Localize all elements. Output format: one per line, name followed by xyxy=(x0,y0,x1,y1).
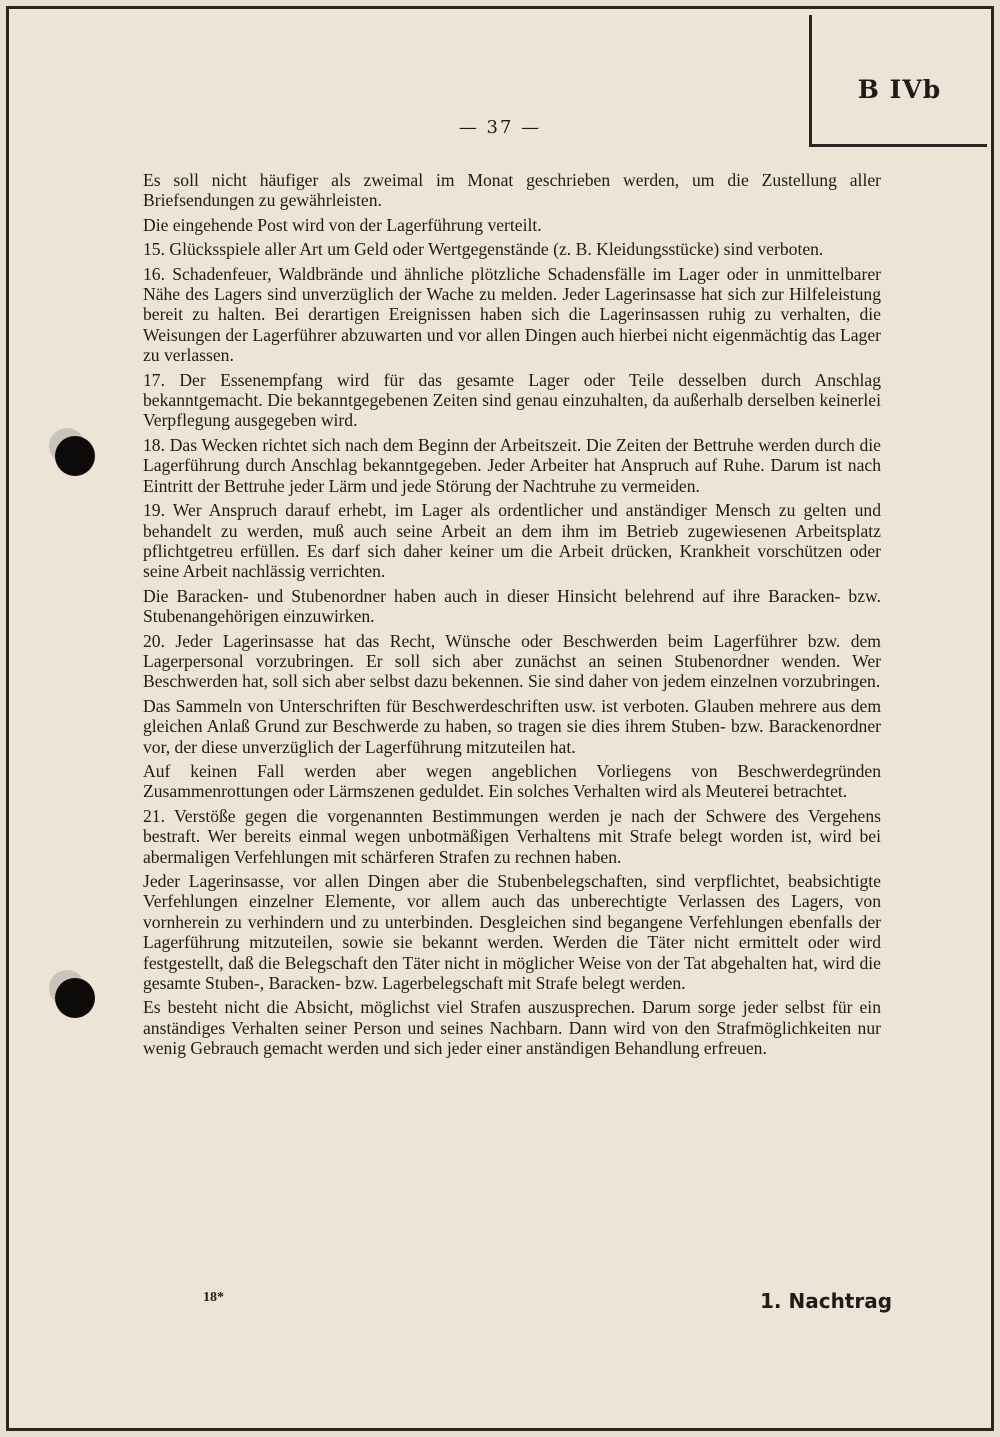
body-text xyxy=(143,170,881,1063)
paragraph: Es besteht nicht die Absicht, möglichst viel Strafen auszusprechen. Darum sorge jeder selbst für ein anständiges Verhalten seiner Person und seines Nachbarn. Dann wird von den Strafmöglichkeiten nur wenig Gebrauch gemacht werden und sich jeder einer anständigen Behandlung erfreuen. xyxy=(143,997,881,1059)
paragraph: Jeder Lagerinsasse, vor allen Dingen aber die Stubenbelegschaften, sind verpflichtet, beabsichtigte Verfehlungen einzelner Elemente, vor allem auch das unberechtigte Verlassen des Lagers, von vornherein zu verhindern und zu unterbinden. Desgleichen sind begangene Verfehlungen ebenfalls der Lagerführung mitzuteilen, sowie sie bekannt werden. Werden die Täter nicht ermittelt oder wird festgestellt, daß die Belegschaft den Täter nicht in möglicher Weise von der Tat abgehalten hat, wird die gesamte Stuben-, Baracken- bzw. Lagerbelegschaft mit Strafe belegt werden. xyxy=(143,871,881,994)
paragraph: Das Sammeln von Unterschriften für Beschwerdeschriften usw. ist verboten. Glauben mehrere aus dem gleichen Anlaß Grund zur Beschwerde zu haben, so tragen sie dies ihrem Stuben- bzw. Barackenordner vor, der diese unverzüglich der Lagerführung mitzuteilen hat. xyxy=(143,695,881,757)
punch-hole-icon xyxy=(55,436,95,476)
page-number: — 37 — xyxy=(458,117,542,138)
paragraph: 21. Verstöße gegen die vorgenannten Bestimmungen werden je nach der Schwere des Vergehens bestraft. Wer bereits einmal wegen unbotmäßigen Verhaltens mit Strafe belegt worden ist, wird bei abermaligen Verfehlungen mit schärferen Strafen zu rechnen haben. xyxy=(143,805,881,867)
paragraph: 15. Glücksspiele aller Art um Geld oder Wertgegenstände (z. B. Kleidungsstücke) sind verboten. xyxy=(143,239,824,260)
paragraph: 20. Jeder Lagerinsasse hat das Recht, Wünsche oder Beschwerden beim Lagerführer bzw. dem Lagerpersonal vorzubringen. Er soll sich aber zunächst an seinen Stubenordner wenden. Wer Beschwerden hat, soll sich aber selbst dazu bekennen. Sie sind daher von jedem einzelnen vorzubringen. xyxy=(143,630,881,692)
paragraph: 17. Der Essenempfang wird für das gesamte Lager oder Teile desselben durch Anschlag bekanntgemacht. Die bekanntgegebenen Zeiten sind genau einzuhalten, da außerhalb derselben keinerlei Verpflegung ausgegeben wird. xyxy=(143,369,881,431)
paragraph: Die Baracken- und Stubenordner haben auch in dieser Hinsicht belehrend auf ihre Baracken- bzw. Stubenangehörigen einzuwirken. xyxy=(143,585,881,627)
punch-hole-icon xyxy=(55,978,95,1018)
section-tab-label: B IVb xyxy=(857,75,942,104)
paragraph: 16. Schadenfeuer, Waldbrände und ähnliche plötzliche Schadensfälle im Lager oder in unmittelbarer Nähe des Lagers sind unverzüglich der Wache zu melden. Jeder Lagerinsasse hat sich zur Hilfeleistung bereit zu halten. Bei derartigen Ereignissen haben sich die Lagerinsassen ruhig zu verhalten, die Weisungen der Lagerführer abzuwarten und vor allen Dingen auch hierbei nicht eigenmächtig das Lager zu verlassen. xyxy=(143,263,881,366)
paragraph: Die eingehende Post wird von der Lagerführung verteilt. xyxy=(143,214,542,235)
paragraph: Auf keinen Fall werden aber wegen angeblichen Vorliegens von Beschwerdegründen Zusammenrottungen oder Lärmszenen geduldet. Ein solches Verhalten wird als Meuterei betrachtet. xyxy=(143,760,881,802)
signature-mark: 18* xyxy=(203,1290,224,1305)
supplement-label: 1. Nachtrag xyxy=(760,1289,893,1313)
paragraph: 19. Wer Anspruch darauf erhebt, im Lager als ordentlicher und anständiger Mensch zu gelten und behandelt zu werden, muß auch seine Arbeit an dem ihm im Betrieb zugewiesenen Arbeitsplatz pflichtgetreu erfüllen. Es darf sich daher keiner um die Arbeit drücken, Krankheit vorschützen oder seine Arbeit nachlässig verrichten. xyxy=(143,500,881,582)
paragraph: 18. Das Wecken richtet sich nach dem Beginn der Arbeitszeit. Die Zeiten der Bettruhe werden durch die Lagerführung durch Anschlag bekanntgegeben. Jeder Arbeiter hat Anspruch auf Ruhe. Darum ist nach Eintritt der Bettruhe jeder Lärm und jede Störung der Nachtruhe zu vermeiden. xyxy=(143,434,881,496)
paragraph: Es soll nicht häufiger als zweimal im Monat geschrieben werden, um die Zustellung aller Briefsendungen zu gewährleisten. xyxy=(143,170,881,211)
